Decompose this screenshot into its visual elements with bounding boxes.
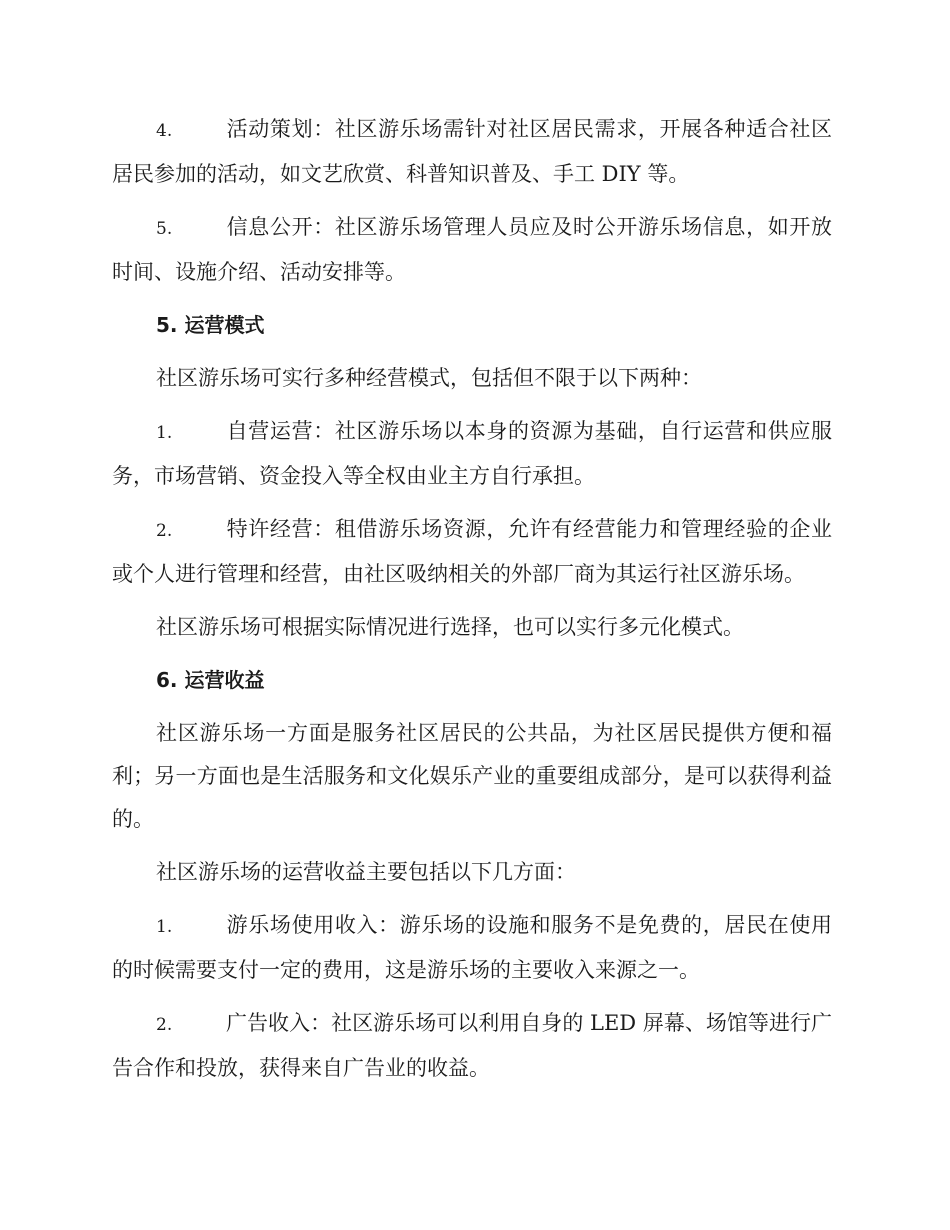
list-item-number: 2. — [156, 1015, 173, 1035]
list-item-number: 5. — [156, 219, 173, 239]
list-item — [112, 206, 832, 294]
list-item-number: 2. — [156, 521, 173, 541]
list-item — [112, 508, 832, 596]
list-item — [112, 410, 832, 498]
list-item-text: 游乐场使用收入：游乐场的设施和服务不是免费的，居民在使用的时候需要支付一定的费用，这是游乐场的主要收入来源之一。 — [112, 913, 832, 982]
paragraph: 社区游乐场一方面是服务社区居民的公共品，为社区居民提供方便和福利；另一方面也是生活服务和文化娱乐产业的重要组成部分，是可以获得利益的。 — [112, 721, 832, 831]
list-item-text: 活动策划：社区游乐场需针对社区居民需求，开展各种适合社区居民参加的活动，如文艺欣赏、科普知识普及、手工 DIY 等。 — [112, 117, 832, 186]
paragraph: 社区游乐场可实行多种经营模式，包括但不限于以下两种： — [156, 366, 702, 390]
paragraph: 社区游乐场可根据实际情况进行选择，也可以实行多元化模式。 — [156, 615, 744, 639]
list-item — [112, 108, 832, 196]
list-item-number: 4. — [156, 121, 173, 141]
section-heading-operation-mode: 5. 运营模式 — [156, 313, 265, 337]
list-item-number: 1. — [156, 423, 173, 443]
list-item-number: 1. — [156, 917, 173, 937]
list-item-text: 信息公开：社区游乐场管理人员应及时公开游乐场信息，如开放时间、设施介绍、活动安排等。 — [112, 215, 832, 284]
list-item — [112, 1002, 832, 1090]
list-item-text: 自营运营：社区游乐场以本身的资源为基础，自行运营和供应服务，市场营销、资金投入等全权由业主方自行承担。 — [112, 419, 832, 488]
list-item-text: 特许经营：租借游乐场资源，允许有经营能力和管理经验的企业或个人进行管理和经营，由社区吸纳相关的外部厂商为其运行社区游乐场。 — [112, 517, 832, 586]
list-item — [112, 904, 832, 992]
paragraph: 社区游乐场的运营收益主要包括以下几方面： — [156, 860, 576, 884]
list-item-text: 广告收入：社区游乐场可以利用自身的 LED 屏幕、场馆等进行广告合作和投放，获得来自广告业的收益。 — [112, 1011, 832, 1080]
section-heading-operation-revenue: 6. 运营收益 — [156, 668, 265, 692]
